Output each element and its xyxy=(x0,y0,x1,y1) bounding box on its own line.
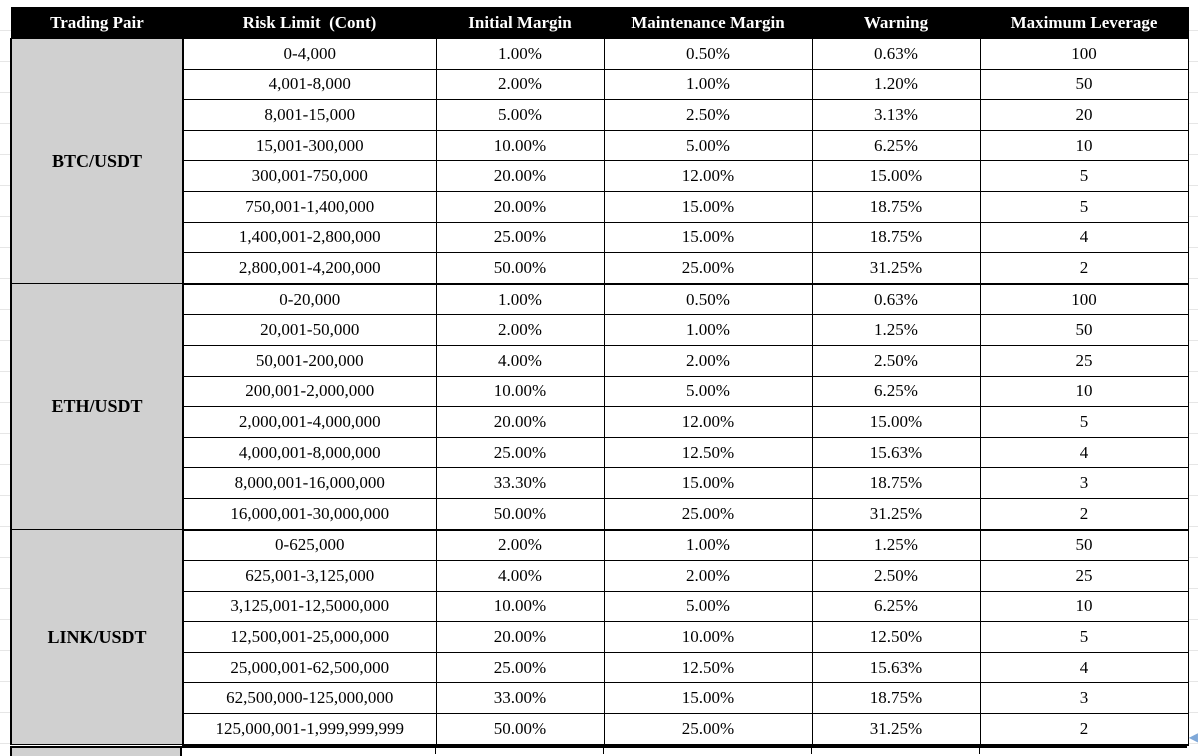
risk-limit-cell[interactable]: 4,000,001-8,000,000 xyxy=(183,437,436,468)
risk-limit-cell[interactable]: 25,000,001-62,500,000 xyxy=(183,652,436,683)
maximum-leverage-cell[interactable]: 100 xyxy=(980,284,1188,315)
maximum-leverage-cell[interactable]: 4 xyxy=(980,652,1188,683)
initial-margin-cell[interactable]: 10.00% xyxy=(436,130,604,161)
risk-limit-cell[interactable]: 200,001-2,000,000 xyxy=(183,376,436,407)
maintenance-margin-cell[interactable]: 1.00% xyxy=(604,530,812,561)
initial-margin-cell[interactable]: 2.00% xyxy=(436,530,604,561)
maintenance-margin-cell[interactable]: 15.00% xyxy=(604,222,812,253)
maximum-leverage-cell[interactable]: 5 xyxy=(980,407,1188,438)
maintenance-margin-cell[interactable]: 15.00% xyxy=(604,468,812,499)
maximum-leverage-cell[interactable]: 50 xyxy=(980,69,1188,100)
risk-limit-cell[interactable]: 0-4,000 xyxy=(183,39,436,70)
maintenance-margin-cell[interactable]: 5.00% xyxy=(604,376,812,407)
warning-cell[interactable]: 15.00% xyxy=(812,161,980,192)
initial-margin-cell[interactable]: 50.00% xyxy=(436,714,604,745)
maintenance-margin-cell[interactable]: 12.00% xyxy=(604,407,812,438)
warning-cell[interactable]: 31.25% xyxy=(812,714,980,745)
initial-margin-cell[interactable]: 50.00% xyxy=(436,253,604,284)
risk-limit-cell[interactable]: 62,500,000-125,000,000 xyxy=(183,683,436,714)
risk-limit-cell[interactable]: 750,001-1,400,000 xyxy=(183,191,436,222)
risk-limit-cell[interactable]: 50,001-200,000 xyxy=(183,345,436,376)
table-row xyxy=(11,530,1188,561)
trading-pair-cell[interactable]: LINK/USDT xyxy=(11,530,183,745)
maximum-leverage-cell[interactable]: 25 xyxy=(980,345,1188,376)
maximum-leverage-cell[interactable]: 2 xyxy=(980,714,1188,745)
initial-margin-cell[interactable]: 1.00% xyxy=(436,39,604,70)
initial-margin-cell[interactable]: 25.00% xyxy=(436,222,604,253)
risk-limit-cell[interactable]: 0-20,000 xyxy=(183,284,436,315)
table-row xyxy=(11,69,1188,100)
header-risk-limit[interactable]: Risk Limit (Cont) xyxy=(183,8,436,39)
table-row xyxy=(11,407,1188,438)
initial-margin-cell[interactable]: 20.00% xyxy=(436,622,604,653)
table-row xyxy=(11,39,1188,70)
initial-margin-cell[interactable]: 33.30% xyxy=(436,468,604,499)
maximum-leverage-cell[interactable]: 10 xyxy=(980,130,1188,161)
table-row xyxy=(11,284,1188,315)
warning-cell[interactable]: 15.00% xyxy=(812,407,980,438)
maintenance-margin-cell[interactable]: 12.50% xyxy=(604,437,812,468)
header-maximum-leverage[interactable]: Maximum Leverage xyxy=(980,8,1188,39)
maintenance-margin-cell[interactable]: 12.50% xyxy=(604,652,812,683)
header-maintenance-margin[interactable]: Maintenance Margin xyxy=(604,8,812,39)
risk-limit-cell[interactable]: 8,001-15,000 xyxy=(183,100,436,131)
table-row xyxy=(11,315,1188,346)
warning-cell[interactable]: 0.63% xyxy=(812,284,980,315)
warning-cell[interactable]: 6.25% xyxy=(812,130,980,161)
warning-cell[interactable]: 18.75% xyxy=(812,468,980,499)
maintenance-margin-cell[interactable]: 2.00% xyxy=(604,561,812,592)
table-row xyxy=(11,161,1188,192)
maintenance-margin-cell[interactable]: 15.00% xyxy=(604,683,812,714)
table-row xyxy=(11,376,1188,407)
maintenance-margin-cell[interactable]: 1.00% xyxy=(604,69,812,100)
maintenance-margin-cell[interactable]: 1.00% xyxy=(604,315,812,346)
initial-margin-cell[interactable]: 25.00% xyxy=(436,437,604,468)
initial-margin-cell[interactable]: 4.00% xyxy=(436,345,604,376)
header-trading-pair[interactable]: Trading Pair xyxy=(11,8,183,39)
trading-pair-cell[interactable]: BTC/USDT xyxy=(11,39,183,284)
table-row xyxy=(11,437,1188,468)
warning-cell[interactable]: 12.50% xyxy=(812,622,980,653)
table-row xyxy=(11,253,1188,284)
warning-cell[interactable]: 1.25% xyxy=(812,315,980,346)
initial-margin-cell[interactable]: 10.00% xyxy=(436,376,604,407)
warning-cell[interactable]: 2.50% xyxy=(812,561,980,592)
warning-cell[interactable]: 6.25% xyxy=(812,591,980,622)
risk-limit-cell[interactable]: 4,001-8,000 xyxy=(183,69,436,100)
maximum-leverage-cell[interactable]: 50 xyxy=(980,315,1188,346)
table-row xyxy=(11,222,1188,253)
maintenance-margin-cell[interactable]: 10.00% xyxy=(604,622,812,653)
initial-margin-cell[interactable]: 20.00% xyxy=(436,191,604,222)
risk-limit-cell[interactable]: 0-625,000 xyxy=(183,530,436,561)
risk-limit-cell[interactable]: 15,001-300,000 xyxy=(183,130,436,161)
initial-margin-cell[interactable]: 25.00% xyxy=(436,652,604,683)
maximum-leverage-cell[interactable]: 25 xyxy=(980,561,1188,592)
maximum-leverage-cell[interactable]: 50 xyxy=(980,530,1188,561)
maximum-leverage-cell[interactable]: 4 xyxy=(980,222,1188,253)
maximum-leverage-cell[interactable]: 20 xyxy=(980,100,1188,131)
risk-limit-cell[interactable]: 3,125,001-12,5000,000 xyxy=(183,591,436,622)
warning-cell[interactable]: 18.75% xyxy=(812,191,980,222)
maintenance-margin-cell[interactable]: 25.00% xyxy=(604,498,812,529)
maintenance-margin-cell[interactable]: 15.00% xyxy=(604,191,812,222)
warning-cell[interactable]: 1.25% xyxy=(812,530,980,561)
cell-divider xyxy=(979,748,980,754)
initial-margin-cell[interactable]: 50.00% xyxy=(436,498,604,529)
risk-limit-table xyxy=(10,7,1189,746)
risk-limit-cell[interactable]: 2,000,001-4,000,000 xyxy=(183,407,436,438)
risk-limit-cell[interactable]: 625,001-3,125,000 xyxy=(183,561,436,592)
next-pair-cell-partial xyxy=(10,748,182,756)
warning-cell[interactable]: 31.25% xyxy=(812,498,980,529)
table-row xyxy=(11,652,1188,683)
table-row xyxy=(11,498,1188,529)
next-group-row-partial xyxy=(10,746,1187,754)
maximum-leverage-cell[interactable]: 3 xyxy=(980,468,1188,499)
maintenance-margin-cell[interactable]: 0.50% xyxy=(604,284,812,315)
initial-margin-cell[interactable]: 2.00% xyxy=(436,315,604,346)
table-row xyxy=(11,714,1188,745)
risk-limit-cell[interactable]: 16,000,001-30,000,000 xyxy=(183,498,436,529)
maintenance-margin-cell[interactable]: 5.00% xyxy=(604,591,812,622)
table-row xyxy=(11,468,1188,499)
maintenance-margin-cell[interactable]: 2.00% xyxy=(604,345,812,376)
warning-cell[interactable]: 2.50% xyxy=(812,345,980,376)
maintenance-margin-cell[interactable]: 0.50% xyxy=(604,39,812,70)
header-warning[interactable]: Warning xyxy=(812,8,980,39)
initial-margin-cell[interactable]: 1.00% xyxy=(436,284,604,315)
table-row xyxy=(11,100,1188,131)
scroll-arrow-icon[interactable]: ◀ xyxy=(1188,730,1198,744)
maximum-leverage-cell[interactable]: 10 xyxy=(980,591,1188,622)
warning-cell[interactable]: 18.75% xyxy=(812,222,980,253)
maximum-leverage-cell[interactable]: 5 xyxy=(980,622,1188,653)
initial-margin-cell[interactable]: 2.00% xyxy=(436,69,604,100)
initial-margin-cell[interactable]: 5.00% xyxy=(436,100,604,131)
header-row xyxy=(11,8,1188,39)
table-row xyxy=(11,683,1188,714)
maximum-leverage-cell[interactable]: 2 xyxy=(980,253,1188,284)
risk-limit-cell[interactable]: 20,001-50,000 xyxy=(183,315,436,346)
risk-limit-cell[interactable]: 2,800,001-4,200,000 xyxy=(183,253,436,284)
maximum-leverage-cell[interactable]: 100 xyxy=(980,39,1188,70)
table-row xyxy=(11,345,1188,376)
maintenance-margin-cell[interactable]: 2.50% xyxy=(604,100,812,131)
maximum-leverage-cell[interactable]: 3 xyxy=(980,683,1188,714)
table-row xyxy=(11,591,1188,622)
initial-margin-cell[interactable]: 4.00% xyxy=(436,561,604,592)
warning-cell[interactable]: 1.20% xyxy=(812,69,980,100)
warning-cell[interactable]: 31.25% xyxy=(812,253,980,284)
risk-limit-cell[interactable]: 12,500,001-25,000,000 xyxy=(183,622,436,653)
maximum-leverage-cell[interactable]: 5 xyxy=(980,161,1188,192)
warning-cell[interactable]: 15.63% xyxy=(812,652,980,683)
table-row xyxy=(11,622,1188,653)
initial-margin-cell[interactable]: 10.00% xyxy=(436,591,604,622)
risk-limit-cell[interactable]: 1,400,001-2,800,000 xyxy=(183,222,436,253)
cell-divider xyxy=(811,748,812,754)
risk-limit-cell[interactable]: 300,001-750,000 xyxy=(183,161,436,192)
initial-margin-cell[interactable]: 20.00% xyxy=(436,407,604,438)
maximum-leverage-cell[interactable]: 5 xyxy=(980,191,1188,222)
table-row xyxy=(11,561,1188,592)
maximum-leverage-cell[interactable]: 10 xyxy=(980,376,1188,407)
initial-margin-cell[interactable]: 33.00% xyxy=(436,683,604,714)
header-initial-margin[interactable]: Initial Margin xyxy=(436,8,604,39)
table-body xyxy=(11,39,1188,745)
trading-pair-cell[interactable]: ETH/USDT xyxy=(11,284,183,530)
warning-cell[interactable]: 3.13% xyxy=(812,100,980,131)
risk-limit-cell[interactable]: 8,000,001-16,000,000 xyxy=(183,468,436,499)
cell-divider xyxy=(435,748,436,754)
warning-cell[interactable]: 0.63% xyxy=(812,39,980,70)
warning-cell[interactable]: 6.25% xyxy=(812,376,980,407)
cell-divider xyxy=(603,748,604,754)
warning-cell[interactable]: 15.63% xyxy=(812,437,980,468)
maintenance-margin-cell[interactable]: 25.00% xyxy=(604,253,812,284)
initial-margin-cell[interactable]: 20.00% xyxy=(436,161,604,192)
table-row xyxy=(11,130,1188,161)
maintenance-margin-cell[interactable]: 5.00% xyxy=(604,130,812,161)
maximum-leverage-cell[interactable]: 4 xyxy=(980,437,1188,468)
maximum-leverage-cell[interactable]: 2 xyxy=(980,498,1188,529)
warning-cell[interactable]: 18.75% xyxy=(812,683,980,714)
maintenance-margin-cell[interactable]: 12.00% xyxy=(604,161,812,192)
maintenance-margin-cell[interactable]: 25.00% xyxy=(604,714,812,745)
table-row xyxy=(11,191,1188,222)
risk-limit-cell[interactable]: 125,000,001-1,999,999,999 xyxy=(183,714,436,745)
